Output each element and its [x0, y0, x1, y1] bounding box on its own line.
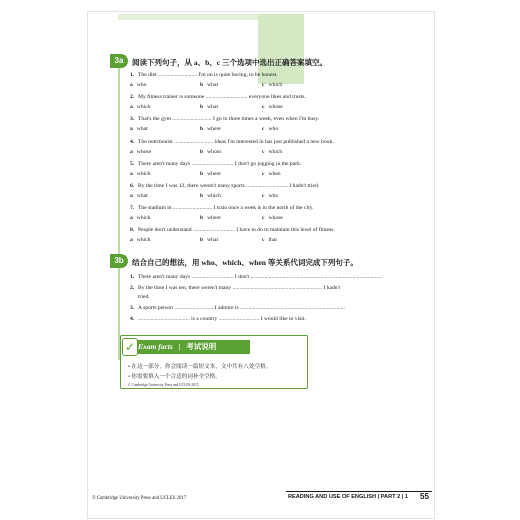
option-letter: a [130, 215, 133, 222]
question-3a-1 [130, 72, 278, 78]
option-c[interactable] [262, 215, 283, 221]
section-3b-tag: 3b [110, 254, 128, 268]
sentence-3b-4 [130, 305, 345, 311]
exam-facts-title: Exam facts [138, 342, 173, 351]
option-word: whose [268, 215, 283, 222]
sentence-3b-5 [130, 316, 306, 322]
exam-facts-header [134, 340, 250, 354]
option-c[interactable] [262, 104, 283, 110]
sentence-number: 2. [130, 285, 135, 291]
option-word: who [136, 82, 147, 88]
exam-facts-subtitle: 考试说明 [186, 342, 217, 351]
option-b[interactable] [200, 237, 218, 243]
option-letter: b [200, 193, 204, 199]
option-c[interactable] [262, 149, 282, 155]
option-b[interactable] [200, 82, 218, 88]
question-number: 4. [130, 138, 135, 145]
option-letter: c [262, 237, 265, 244]
option-word: which [268, 148, 283, 155]
option-a[interactable] [130, 215, 150, 221]
sentence-3b-3 [130, 294, 150, 300]
option-letter: c [262, 126, 265, 133]
option-word: which [136, 170, 151, 177]
option-letter: c [262, 104, 265, 111]
question-number: 5. [130, 160, 135, 167]
question-3a-8 [130, 227, 335, 233]
option-letter: a [130, 193, 133, 199]
margin-rule [118, 60, 120, 360]
option-word: which [136, 215, 151, 222]
question-3a-3 [130, 116, 319, 122]
option-b[interactable] [200, 171, 221, 177]
option-word: where [207, 170, 221, 177]
footer-rule [286, 491, 432, 492]
option-word: what [207, 82, 218, 88]
question-number: 3. [130, 116, 135, 123]
option-letter: c [262, 82, 265, 88]
exam-bullet-2-text: 你需要填入一个合适的词补全空格。 [131, 374, 221, 380]
option-a[interactable] [130, 126, 148, 132]
option-word: what [207, 104, 218, 111]
sentence-text: ..................................... is a country ............................. I would like to visit. [138, 316, 306, 322]
sentence-text: By the time I was ten, there weren't many ................................................................ I hadn't [138, 285, 341, 291]
option-c[interactable] [262, 237, 277, 243]
option-a[interactable] [130, 171, 150, 177]
option-letter: c [262, 148, 265, 155]
question-3a-6 [130, 183, 319, 189]
sentence-number: 3. [130, 305, 135, 311]
exam-bullet-1: • 在这一部分，你会阅读一篇短文本，文中共有八处空格。 [128, 364, 272, 370]
question-text: The diet ............................ I'm on is quite boring, to be honest. [138, 72, 278, 78]
option-word: who [268, 126, 279, 133]
option-letter: b [200, 148, 204, 155]
option-letter: c [262, 193, 265, 199]
section-3a-title: 阅读下列句子，从 a、b、c 三个选项中选出正确答案填空。 [132, 58, 327, 67]
option-a[interactable] [130, 193, 148, 199]
section-3b-title: 结合自己的想法，用 who、which、when 等关系代词完成下列句子。 [132, 258, 358, 267]
option-word: what [207, 237, 218, 244]
option-a[interactable] [130, 82, 146, 88]
option-word: that [268, 237, 277, 244]
section-3a-tag: 3a [110, 54, 128, 68]
option-letter: a [130, 104, 133, 111]
option-letter: b [200, 170, 204, 177]
option-letter: a [130, 82, 133, 88]
option-word: whose [136, 148, 152, 155]
exam-copyright: © Cambridge University Press and UCLES 2015 [128, 383, 199, 387]
option-b[interactable] [200, 215, 221, 221]
option-letter: a [130, 170, 133, 177]
footer-copyright: © Cambridge University Press and UCLES 2017 [92, 496, 187, 501]
question-text: There aren't many days .............................. I don't go jogging in the park. [138, 160, 302, 167]
option-letter: c [262, 215, 265, 222]
sentence-number: 4. [130, 316, 135, 322]
option-letter: b [200, 215, 204, 222]
question-text: People don't understand .............................. I have to do to maintain this level of fitness. [138, 227, 335, 234]
option-c[interactable] [262, 193, 278, 199]
option-c[interactable] [262, 126, 278, 132]
option-letter: a [130, 126, 133, 133]
option-word: which [207, 193, 221, 199]
question-3a-2 [130, 94, 306, 100]
option-word: whom [207, 148, 222, 155]
sentence-number: 1. [130, 274, 135, 280]
option-word: where [207, 126, 221, 133]
option-b[interactable] [200, 193, 221, 199]
option-b[interactable] [200, 104, 218, 110]
question-number: 6. [130, 183, 135, 189]
exam-bullet-2: • 你需要填入一个合适的词补全空格。 [128, 374, 221, 380]
option-letter: b [200, 104, 204, 111]
option-letter: b [200, 82, 204, 88]
question-number: 2. [130, 94, 135, 101]
question-3a-5 [130, 161, 301, 167]
option-letter: a [130, 148, 133, 155]
option-word: who [268, 193, 279, 199]
question-text: That's the gym ............................ I go to three times a week, even when I'm busy. [138, 116, 320, 123]
option-b[interactable] [200, 149, 221, 155]
sentence-text: A sports person ............................ I admire is ........................................................................... [138, 305, 345, 311]
option-a[interactable] [130, 237, 150, 243]
exam-facts-divider: | [178, 342, 181, 351]
sentence-3b-2 [130, 285, 340, 291]
option-word: which [136, 104, 151, 111]
question-text: The nutritionist ............................ ideas I'm interested in has just published a new book. [138, 138, 334, 145]
option-word: when [268, 170, 281, 177]
question-3a-4 [130, 139, 334, 145]
option-word: what [136, 126, 148, 133]
sentence-3b-1 [130, 274, 382, 280]
footer-section: READING AND USE OF ENGLISH | PART 2 | 1 [288, 494, 408, 500]
option-word: whose [268, 104, 283, 111]
exam-bullet-1-text: 在这一部分，你会阅读一篇短文本，文中共有八处空格。 [131, 364, 272, 370]
page-number: 55 [420, 492, 429, 501]
option-letter: b [200, 237, 204, 244]
question-3a-7 [130, 205, 314, 211]
sentence-text: There aren't many days .............................. I don't .............................................................................................. [138, 274, 382, 280]
option-c[interactable] [262, 82, 282, 88]
sentence-text: tried. [138, 294, 150, 300]
option-letter: c [262, 170, 265, 177]
option-b[interactable] [200, 126, 221, 132]
question-number: 8. [130, 227, 135, 234]
question-number: 1. [130, 72, 135, 78]
option-word: what [136, 193, 148, 199]
option-word: which [136, 237, 151, 244]
question-number: 7. [130, 205, 135, 212]
option-word: which [268, 82, 283, 88]
option-a[interactable] [130, 104, 150, 110]
question-text: The stadium in ............................ I train once a week is in the north of the city. [138, 205, 314, 212]
question-text: My fitness trainer is someone .............................. everyone likes and trusts. [138, 94, 306, 101]
option-a[interactable] [130, 149, 151, 155]
checkmark-icon: ✓ [122, 338, 138, 356]
option-c[interactable] [262, 171, 281, 177]
question-text: By the time I was 12, there weren't many sports .............................. I hadn't tried. [138, 183, 320, 189]
option-letter: b [200, 126, 204, 133]
option-letter: a [130, 237, 133, 244]
option-word: where [207, 215, 221, 222]
